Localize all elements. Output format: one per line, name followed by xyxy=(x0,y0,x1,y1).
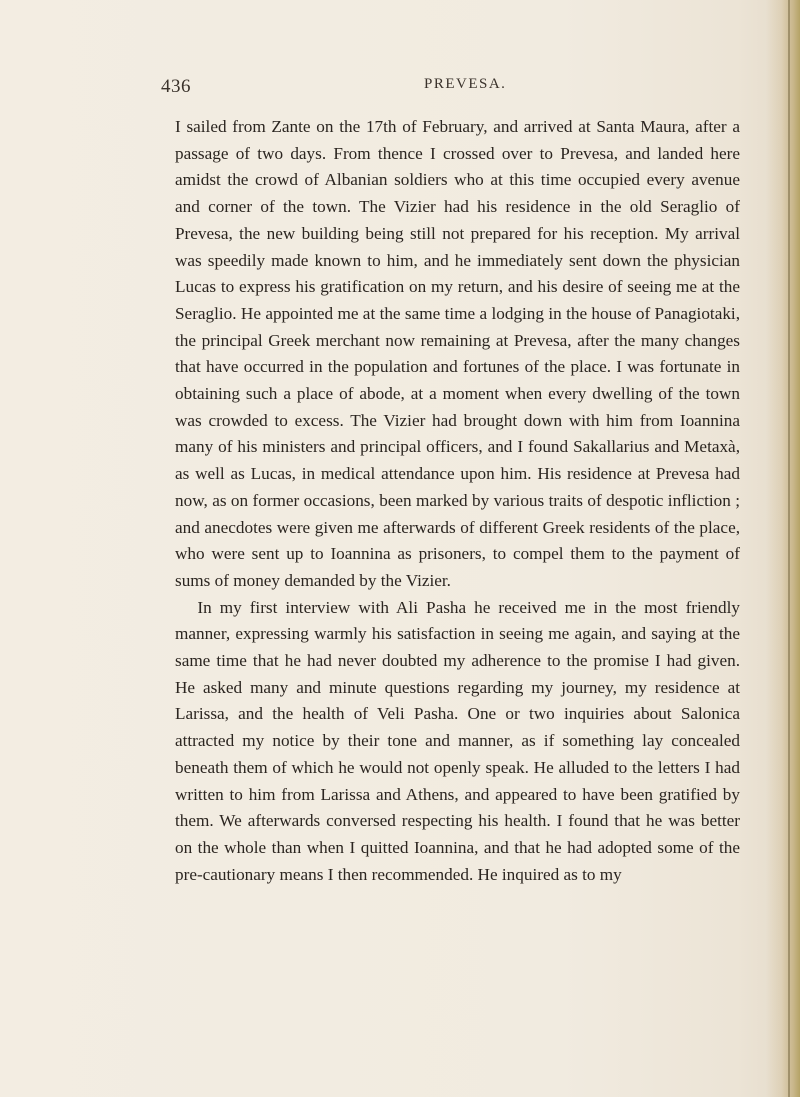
page-edge-line xyxy=(788,0,790,1097)
page-edge-shadow xyxy=(766,0,800,1097)
page-header xyxy=(161,66,721,106)
paragraph-2: In my first interview with Ali Pasha he received me in the most friendly manner, expressing warmly his satisfaction in seeing me again, and saying at the same time that he had never doubted my adherence to the promise I had given. He asked many and minute questions regarding my journey, my residence at Larissa, and the health of Veli Pasha. One or two inquiries about Salonica attracted my notice by their tone and manner, as if something lay concealed beneath them of which he would not openly speak. He alluded to the letters I had written to him from Larissa and Athens, and appeared to have been gratified by them. We afterwards conversed respecting his health. I found that he was better on the whole than when I quitted Ioannina, and that he had adopted some of the pre-cautionary means I then recommended. He inquired as to my xyxy=(175,597,740,884)
page-number: 436 xyxy=(161,76,191,97)
paragraph-1: I sailed from Zante on the 17th of February, and arrived at Santa Maura, after a passage of two days. From thence I crossed over to Prevesa, and landed here amidst the crowd of Albanian soldiers who at this time occupied every avenue and corner of the town. The Vizier had his residence in the old Seraglio of Prevesa, the new building being still not prepared for his reception. My arrival was speedily made known to him, and he immediately sent down the physician Lucas to express his gratification on my return, and his desire of seeing me at the Seraglio. He appointed me at the same time a lodging in the house of Panagiotaki, the principal Greek merchant now remaining at Prevesa, after the many changes that have occurred in the population and fortunes of the place. I was fortunate in obtaining such a place of abode, at a moment when every dwelling of the town was crowded to excess. The Vizier had brought down with him from Ioannina many of his ministers and principal officers, and I found Sakallarius and Metaxà, as well as Lucas, in medical attendance upon him. His residence at Prevesa had now, as on former occasions, been marked by various traits of despotic infliction ; and anecdotes were given me afterwards of different Greek residents of the place, who were sent up to Ioannina as prisoners, to compel them to the payment of sums of money demanded by the Vizier. xyxy=(175,117,740,590)
running-head: PREVESA. xyxy=(424,76,507,92)
body-text xyxy=(175,114,740,888)
